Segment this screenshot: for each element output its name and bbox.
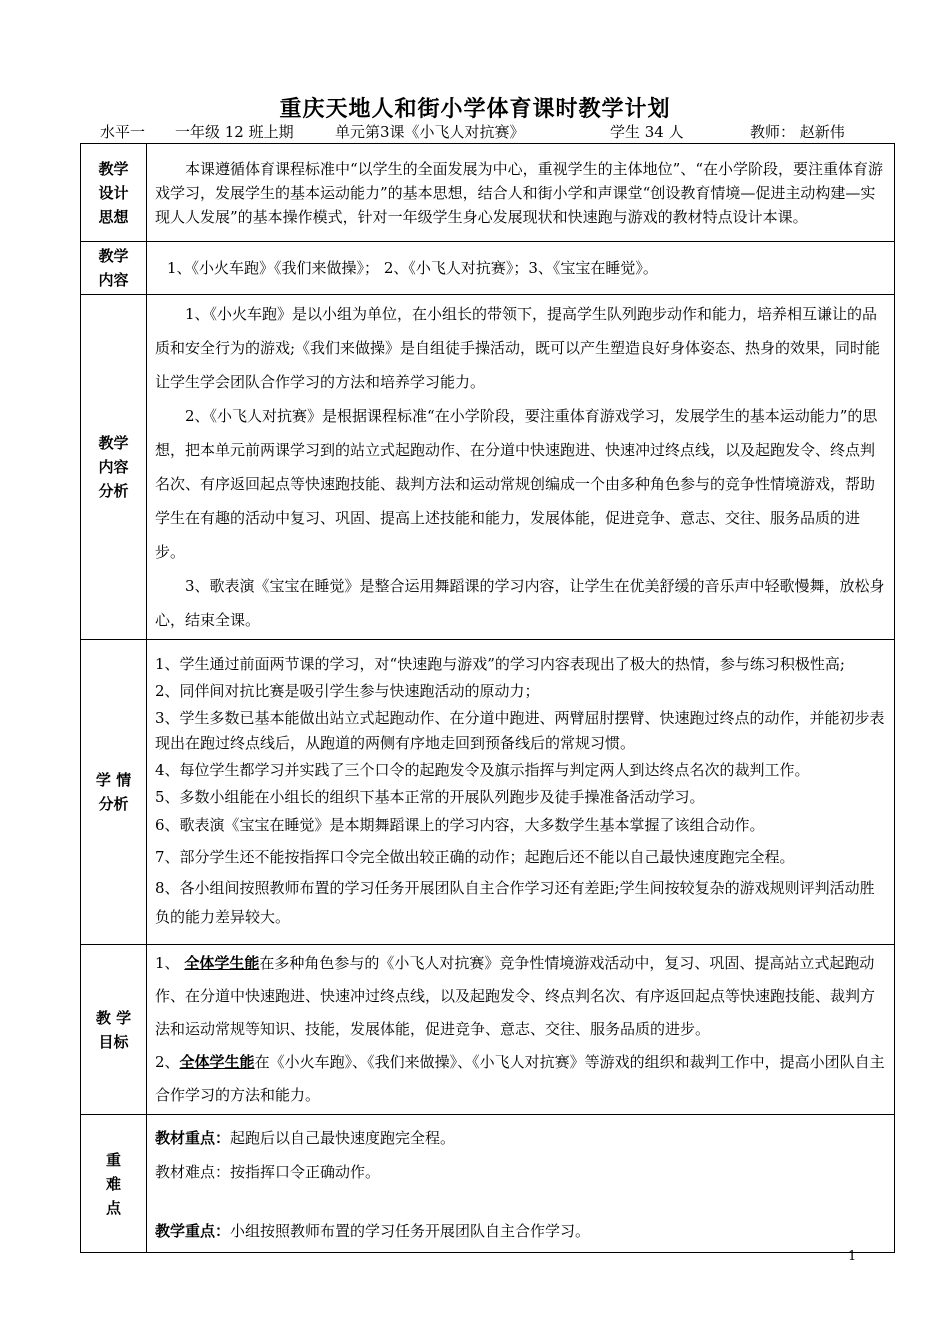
label-teaching-goals: 教 学 目标 <box>81 945 147 1115</box>
key-point: 教学重点：小组按照教师布置的学习任务开展团队自主合作学习。 <box>155 1222 591 1240</box>
row-content-analysis <box>81 295 895 640</box>
label-key-points: 重 难 点 <box>81 1115 147 1253</box>
lesson-meta <box>100 121 890 141</box>
analysis-paragraph: 3、歌表演《宝宝在睡觉》是整合运用舞蹈课的学习内容，让学生在优美舒缓的音乐声中轻歌慢舞，放松身心，结束全课。 <box>155 577 885 629</box>
content-analysis-text <box>147 295 895 640</box>
analysis-paragraph: 1、《小火车跑》是以小组为单位，在小组长的带领下，提高学生队列跑步动作和能力，培养相互谦让的品质和安全行为的游戏;《我们来做操》是自组徒手操活动，既可以产生塑造良好身体姿态、热身的效果，同时能让学生学会团队合作学习的方法和培养学习能力。 <box>155 305 881 391</box>
row-design-thought <box>81 144 895 242</box>
student-point: 3、学生多数已基本能做出站立式起跑动作、在分道中跑进、两臂屈肘摆臂、快速跑过终点的动作，并能初步表现出在跑过终点线后，从跑道的两侧有序地走回到预备线后的常规习惯。 <box>155 709 885 752</box>
goal-item: 2、全体学生能在《小火车跑》、《我们来做操》、《小飞人对抗赛》等游戏的组织和裁判工作中，提高小团队自主合作学习的方法和能力。 <box>155 1053 885 1104</box>
key-point: 教材难点：按指挥口令正确动作。 <box>155 1163 381 1181</box>
student-point: 8、各小组间按照教师布置的学习任务开展团队自主合作学习还有差距;学生间按较复杂的游戏规则评判活动胜负的能力差异较大。 <box>155 879 875 926</box>
row-teaching-content <box>81 242 895 295</box>
label-teaching-content: 教学 内容 <box>81 242 147 295</box>
teaching-goals-text <box>147 945 895 1115</box>
design-thought-text: 本课遵循体育课程标准中“以学生的全面发展为中心，重视学生的主体地位”、“在小学阶段，要注重体育游戏学习，发展学生的基本运动能力”的基本思想，结合人和街小学和声课堂“创设教育情境—促进主动构建—实现人人发展”的基本操作模式，针对一年级学生身心发展现状和快速跑与游戏的教材特点设计本课。 <box>147 144 895 242</box>
page-number: 1 <box>848 1249 857 1264</box>
key-points-text <box>147 1115 895 1253</box>
lesson-plan-table <box>80 143 895 1253</box>
meta-students: 学生 34 人 <box>610 123 684 141</box>
row-teaching-goals <box>81 945 895 1115</box>
label-design-thought: 教学 设计 思想 <box>81 144 147 242</box>
meta-teacher: 教师： 赵新伟 <box>750 123 845 141</box>
teaching-content-text: 1、《小火车跑》《我们来做操》； 2、《小飞人对抗赛》；3、《宝宝在睡觉》。 <box>147 242 895 295</box>
analysis-paragraph: 2、《小飞人对抗赛》是根据课程标准“在小学阶段，要注重体育游戏学习，发展学生的基本运动能力”的思想，把本单元前两课学习到的站立式起跑动作、在分道中快速跑进、快速冲过终点线，以及起跑发令、终点判名次、有序返回起点等快速跑技能、裁判方法和运动常规创编成一个由多种角色参与的竞争性情境游戏，帮助学生在有趣的活动中复习、巩固、提高上述技能和能力，发展体能，促进竞争、意志、交往、服务品质的进步。 <box>155 407 878 561</box>
meta-level: 水平一 <box>100 123 146 141</box>
student-point: 1、学生通过前面两节课的学习，对“快速跑与游戏”的学习内容表现出了极大的热情，参与练习积极性高; <box>155 655 845 673</box>
goal-item: 1、 全体学生能在多种角色参与的《小飞人对抗赛》竞争性情境游戏活动中，复习、巩固、提高站立式起跑动作、在分道中快速跑进、快速冲过终点线，以及起跑发令、终点判名次、有序返回起点等快速跑技能、裁判方法和运动常规等知识、技能，发展体能，促进竞争、意志、交往、服务品质的进步。 <box>155 954 876 1038</box>
student-point: 4、每位学生都学习并实践了三个口令的起跑发令及旗示指挥与判定两人到达终点名次的裁判工作。 <box>155 761 810 779</box>
row-student-analysis <box>81 640 895 945</box>
page-title: 重庆天地人和街小学体育课时教学计划 <box>279 96 671 122</box>
meta-grade: 一年级 12 班上期 <box>175 123 294 141</box>
label-student-analysis: 学 情 分析 <box>81 640 147 945</box>
student-analysis-text <box>147 640 895 945</box>
row-key-points <box>81 1115 895 1253</box>
student-point: 7、部分学生还不能按指挥口令完全做出较正确的动作；起跑后还不能以自己最快速度跑完全程。 <box>155 848 795 866</box>
label-content-analysis: 教学 内容 分析 <box>81 295 147 640</box>
meta-unit: 单元第3课《小飞人对抗赛》 <box>335 123 525 141</box>
student-point: 6、歌表演《宝宝在睡觉》是本期舞蹈课上的学习内容，大多数学生基本掌握了该组合动作。 <box>155 816 765 834</box>
student-point: 5、多数小组能在小组长的组织下基本正常的开展队列跑步及徒手操准备活动学习。 <box>155 788 705 806</box>
key-point: 教材重点：起跑后以自己最快速度跑完全程。 <box>155 1129 456 1147</box>
student-point: 2、同伴间对抗比赛是吸引学生参与快速跑活动的原动力； <box>155 682 540 700</box>
